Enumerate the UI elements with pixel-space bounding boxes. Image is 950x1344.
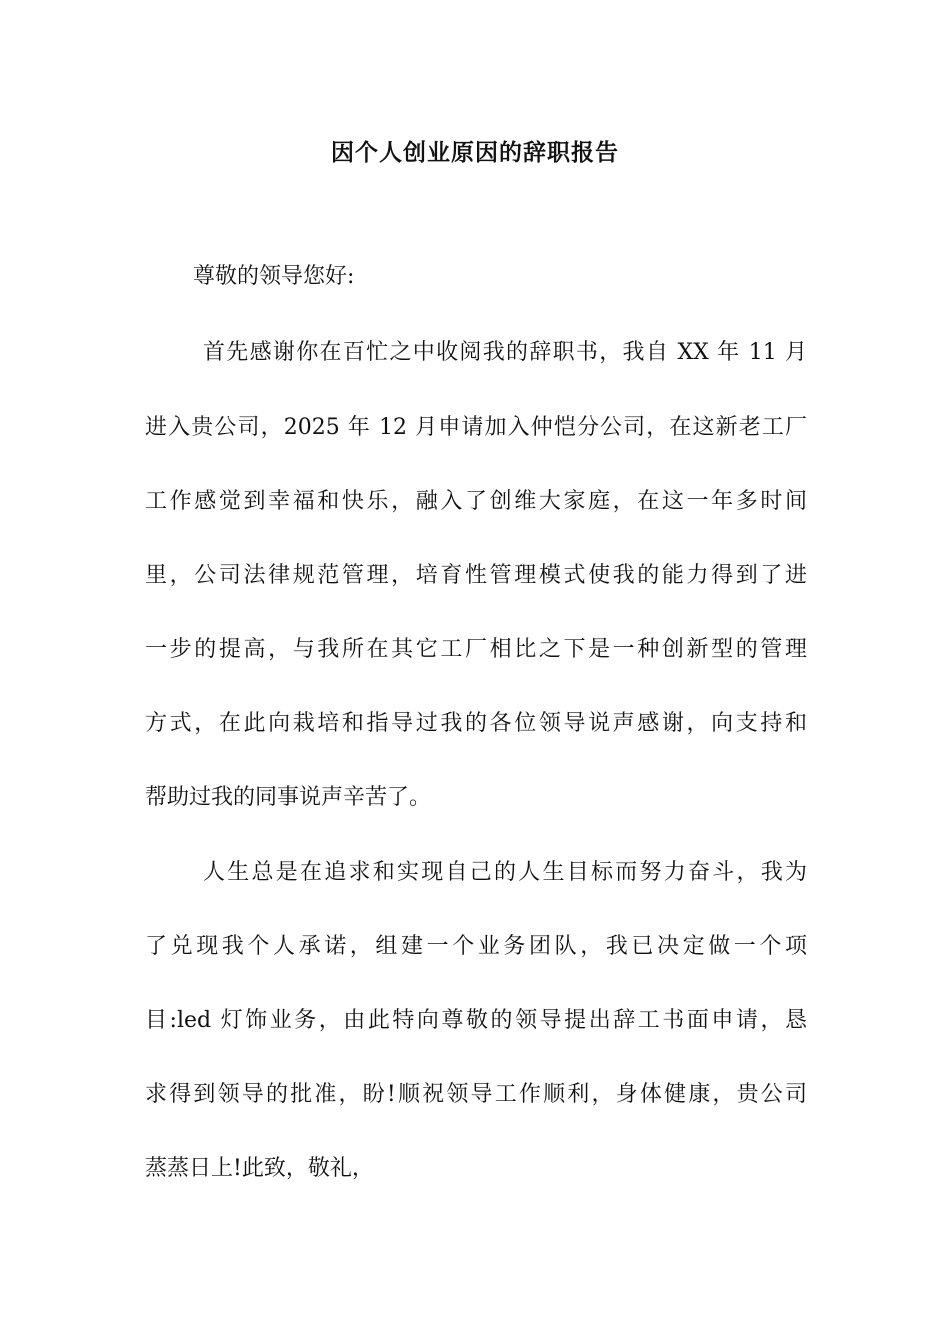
paragraph-line: 蒸蒸日上!此致，敬礼， — [145, 1156, 374, 1181]
paragraph-line: 工作感觉到幸福和快乐，融入了创维大家庭，在这一年多时间 — [145, 489, 807, 514]
paragraph-line: 帮助过我的同事说声辛苦了。 — [145, 785, 432, 810]
salutation: 尊敬的领导您好: — [193, 264, 355, 289]
paragraph-line: 了兑现我个人承诺，组建一个业务团队，我已决定做一个项 — [145, 934, 807, 959]
paragraph-line: 一步的提高，与我所在其它工厂相比之下是一种创新型的管理 — [145, 637, 807, 662]
paragraph-line: 求得到领导的批准，盼!顺祝领导工作顺利，身体健康，贵公司 — [145, 1082, 807, 1107]
paragraph-line: 进入贵公司，2025 年 12 月申请加入仲恺分公司，在这新老工厂 — [145, 415, 807, 440]
paragraph-line: 人生总是在追求和实现自己的人生目标而努力奋斗，我为 — [203, 860, 807, 885]
paragraph-line: 目:led 灯饰业务，由此特向尊敬的领导提出辞工书面申请，恳 — [145, 1008, 807, 1033]
paragraph-line: 里，公司法律规范管理，培育性管理模式使我的能力得到了进 — [145, 563, 807, 588]
paragraph-line: 首先感谢你在百忙之中收阅我的辞职书，我自 XX 年 11 月 — [203, 340, 807, 365]
paragraph-line: 方式，在此向栽培和指导过我的各位领导说声感谢，向支持和 — [145, 711, 807, 736]
document-title: 因个人创业原因的辞职报告 — [331, 140, 619, 166]
